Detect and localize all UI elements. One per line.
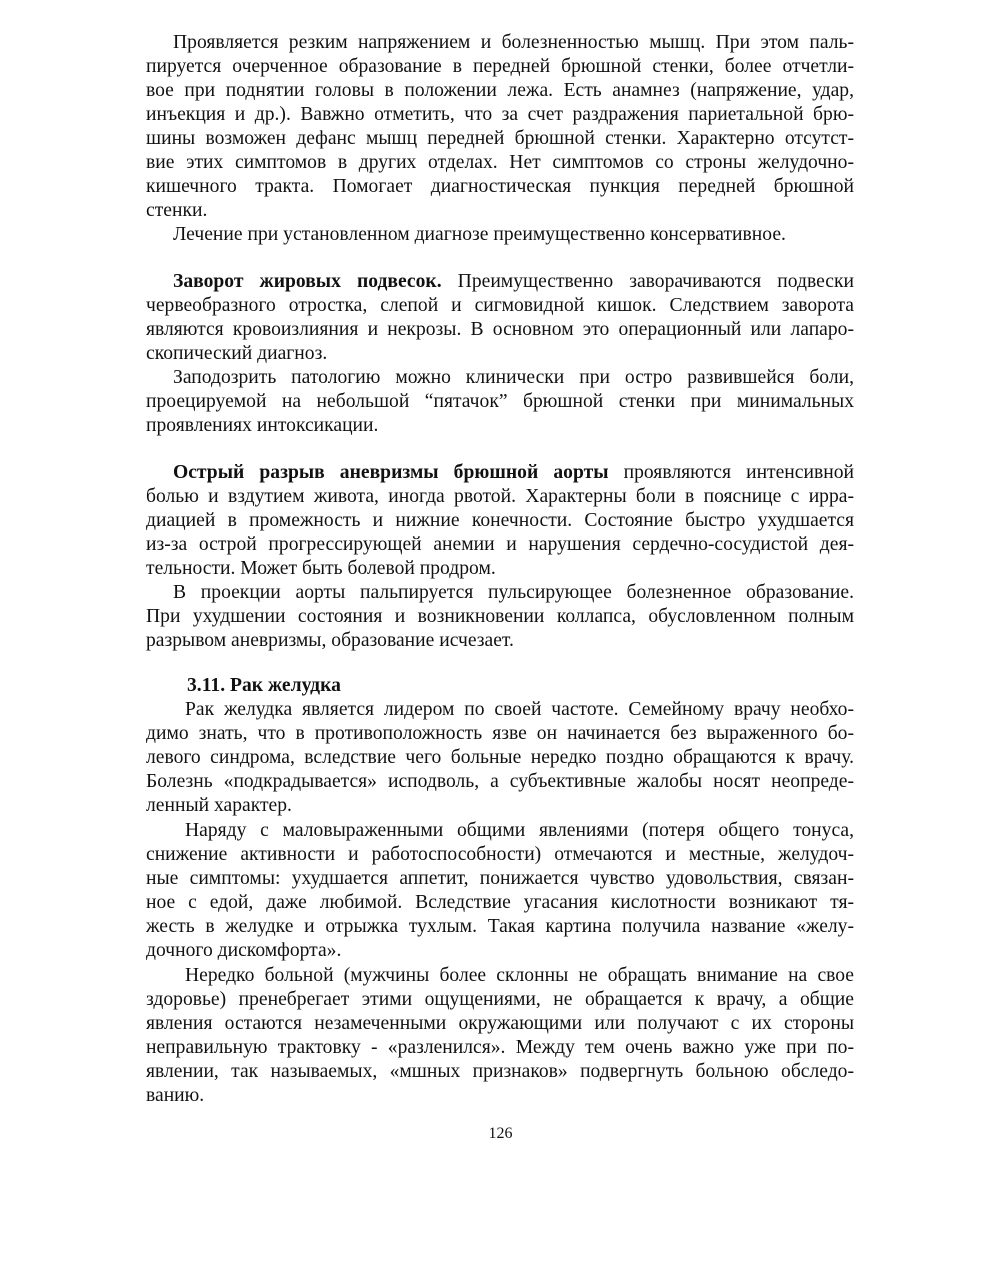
text-line: здоровье) пренебрегает этими ощущениями, не обращается к врачу, а общие [146, 989, 854, 1010]
text-line: болью и вздутием живота, иногда рвотой. Характерны боли в пояснице с ирра- [146, 486, 854, 507]
text-line: проявлениях интоксикации. [146, 415, 379, 436]
term-heading: Острый разрыв аневризмы брюшной аорты [173, 462, 609, 483]
text-line: кишечного тракта. Помогает диагностическая пункция передней брюшной [146, 176, 854, 197]
text-line: жесть в желудке и отрыжка тухлым. Такая картина получила название «желу- [146, 916, 854, 937]
text-line: Нередко больной (мужчины более склонны не обращать внимание на свое [185, 965, 854, 986]
text-line: В проекции аорты пальпируется пульсирующее болезненное образование. [173, 582, 854, 603]
text-line [173, 461, 854, 485]
text-line: скопический диагноз. [146, 343, 328, 364]
text-line: Рак желудка является лидером по своей частоте. Семейному врачу необхо- [185, 699, 854, 720]
text-line: снижение активности и работоспособности) отмечаются и местные, желудоч- [146, 844, 854, 865]
text-line: ные симптомы: ухудшается аппетит, понижается чувство удовольствия, связан- [146, 868, 854, 889]
text-line: При ухудшении состояния и возникновении коллапса, обусловленном полным [146, 606, 854, 627]
text-line: явлении, так называемых, «мшных признаков» подвергнуть больною обследо- [146, 1061, 854, 1082]
text-line: из-за острой прогрессирующей анемии и нарушения сердечно-сосудистой дея- [146, 534, 854, 555]
text-line: пируется очерченное образование в передней брюшной стенки, более отчетли- [146, 56, 854, 77]
text-line: червеобразного отростка, слепой и сигмовидной кишок. Следствием заворота [146, 295, 854, 316]
section-heading: 3.11. Рак желудка [187, 675, 341, 696]
text-line: вое при поднятии головы в положении лежа. Есть анамнез (напряжение, удар, [146, 80, 854, 101]
text-line: неправильную трактовку - «разленился». Между тем очень важно уже при по- [146, 1037, 854, 1058]
text-line: шины возможен дефанс мышц передней брюшной стенки. Характерно отсутст- [146, 128, 854, 149]
text-line: инъекция и др.). Вавжно отметить, что за счет раздражения париетальной брю- [146, 104, 854, 125]
text-line: Наряду с маловыраженными общими явлениями (потеря общего тонуса, [185, 820, 854, 841]
text-line: Болезнь «подкрадывается» исподволь, а субъективные жалобы носят неопреде- [146, 771, 854, 792]
page-number: 126 [488, 1125, 513, 1142]
text-line: Проявляется резким напряжением и болезненностью мышц. При этом паль- [173, 32, 854, 53]
text-line: дочного дискомфорта». [146, 940, 342, 961]
text-line: разрывом аневризмы, образование исчезает. [146, 630, 514, 651]
text-line [173, 270, 854, 294]
text-line: левого синдрома, вследствие чего больные нередко поздно обращаются к врачу. [146, 747, 854, 768]
text-line: димо знать, что в противоположность язве он начинается без выраженного бо- [146, 723, 854, 744]
text-line: проецируемой на небольшой “пятачок” брюшной стенки при минимальных [146, 391, 854, 412]
text-fragment: проявляются интенсивной [608, 462, 854, 483]
text-line: явления остаются незамеченными окружающими или получают с их стороны [146, 1013, 854, 1034]
term-heading: Заворот жировых подвесок. [173, 271, 442, 292]
text-line: ванию. [146, 1085, 205, 1106]
text-line: ленный характер. [146, 795, 292, 816]
text-fragment: Преимущественно заворачиваются подвески [441, 271, 854, 292]
text-line: являются кровоизлияния и некрозы. В основном это операционный или лапаро- [146, 319, 854, 340]
text-line: Лечение при установленном диагнозе преимущественно консервативное. [173, 224, 786, 245]
text-line: ное с едой, даже любимой. Вследствие угасания кислотности возникают тя- [146, 892, 854, 913]
text-line: диацией в промежность и нижние конечности. Состояние быстро ухудшается [146, 510, 854, 531]
text-line: стенки. [146, 200, 208, 221]
text-line: тельности. Может быть болевой продром. [146, 558, 496, 579]
text-line: вие этих симптомов в других отделах. Нет симптомов со строны желудочно- [146, 152, 854, 173]
text-line: Заподозрить патологию можно клинически при остро развившейся боли, [173, 367, 854, 388]
